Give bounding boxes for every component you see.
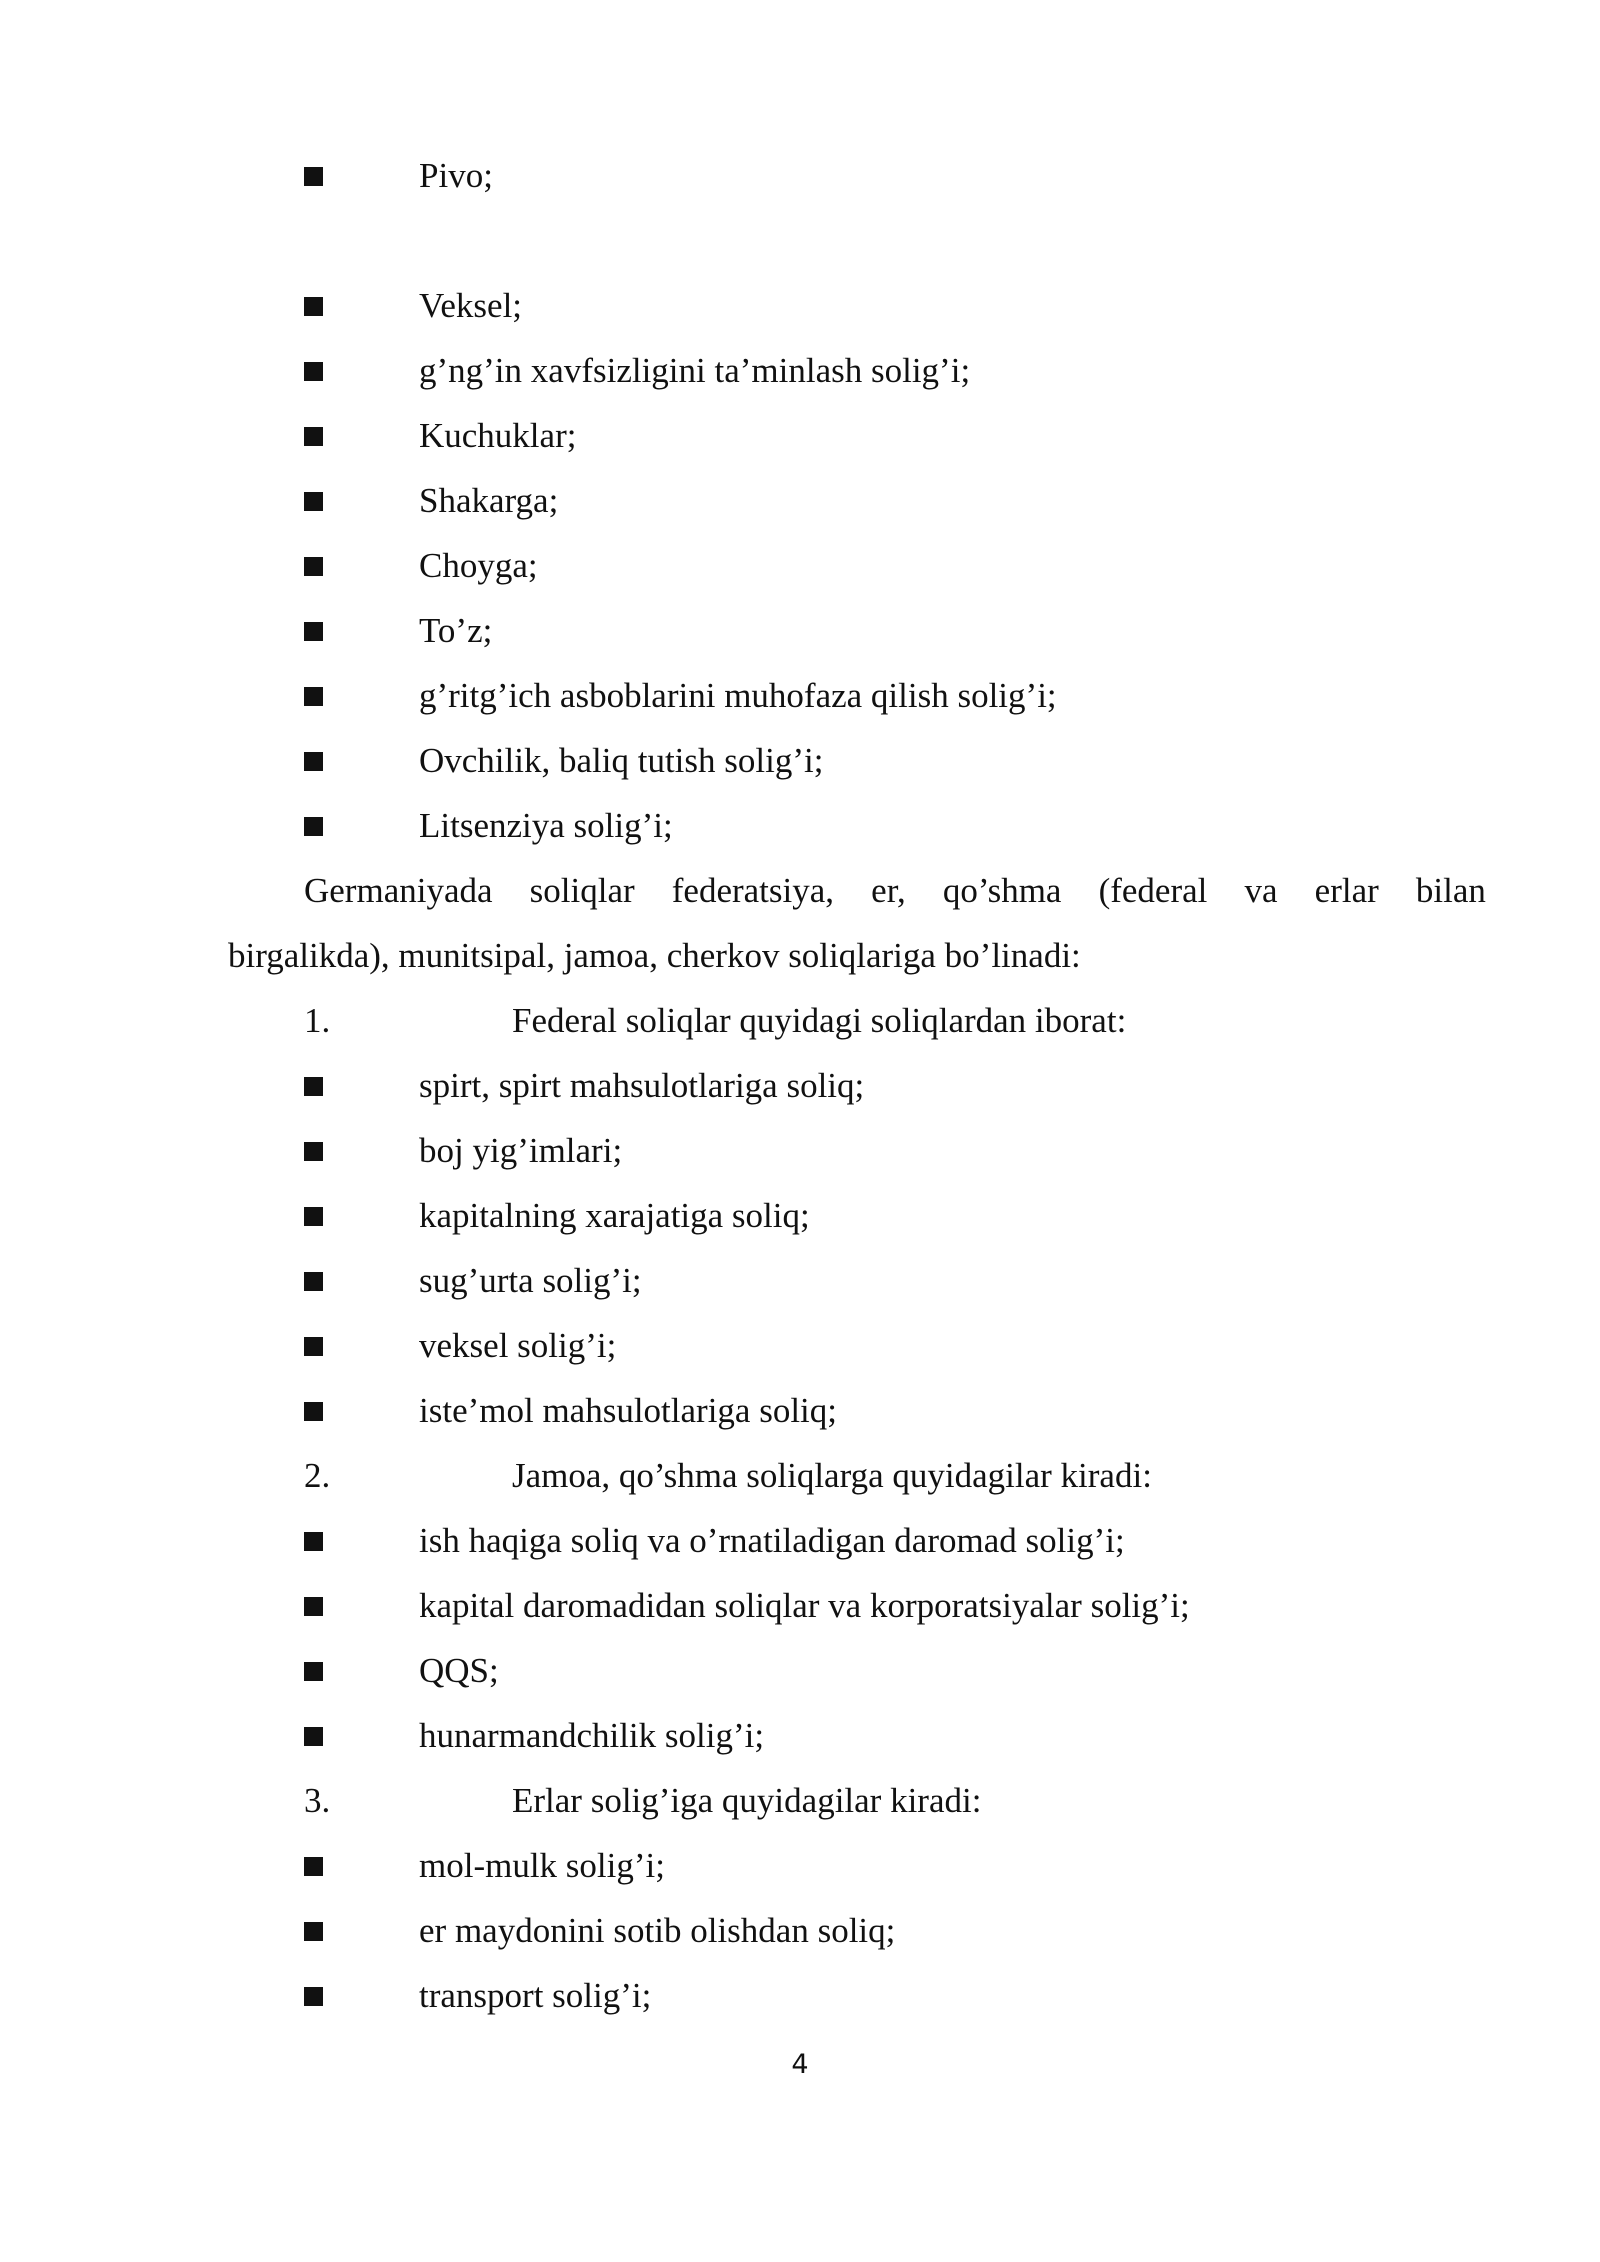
square-bullet-icon (304, 427, 323, 446)
paragraph-line-2: birgalikda), munitsipal, jamoa, cherkov soliqlariga bo’linadi: (228, 936, 1081, 975)
list-item-text: Choyga; (419, 546, 538, 585)
list-item-text: g’ng’in xavfsizligini ta’minlash solig’i; (419, 351, 971, 390)
list-item (0, 1118, 1600, 1183)
list-item (0, 1573, 1600, 1638)
square-bullet-icon (304, 752, 323, 771)
paragraph-line-1 (304, 858, 1486, 923)
square-bullet-icon (304, 167, 323, 186)
list-item-text: ish haqiga soliq va o’rnatiladigan daromad solig’i; (419, 1521, 1125, 1560)
list-item (0, 338, 1600, 403)
section-number: 1. (304, 1001, 331, 1040)
square-bullet-icon (304, 1857, 323, 1876)
list-item (0, 598, 1600, 663)
list-item (0, 663, 1600, 728)
list-item (0, 468, 1600, 533)
list-item (0, 403, 1600, 468)
list-item (0, 1963, 1600, 2028)
list-item (0, 143, 1600, 208)
square-bullet-icon (304, 1532, 323, 1551)
paragraph-word: federatsiya, (671, 871, 835, 910)
paragraph-word: erlar (1314, 871, 1379, 910)
list-item (0, 273, 1600, 338)
square-bullet-icon (304, 1077, 323, 1096)
list-item-text: To’z; (419, 611, 493, 650)
list-item-text: iste’mol mahsulotlariga soliq; (419, 1391, 838, 1430)
list-item-text: er maydonini sotib olishdan soliq; (419, 1911, 896, 1950)
list-item-text: g’ritg’ich asboblarini muhofaza qilish solig’i; (419, 676, 1057, 715)
square-bullet-icon (304, 817, 323, 836)
square-bullet-icon (304, 1597, 323, 1616)
paragraph-word: er, (871, 871, 906, 910)
list-item-text: spirt, spirt mahsulotlariga soliq; (419, 1066, 865, 1105)
section-heading: Jamoa, qo’shma soliqlarga quyidagilar kiradi: (512, 1456, 1152, 1495)
list-item (0, 1313, 1600, 1378)
page-number: 4 (791, 2049, 809, 2080)
list-item (0, 1053, 1600, 1118)
paragraph-word: (federal (1098, 871, 1208, 910)
square-bullet-icon (304, 622, 323, 641)
square-bullet-icon (304, 362, 323, 381)
list-item (0, 1248, 1600, 1313)
paragraph-word: Germaniyada (304, 871, 493, 910)
list-item (0, 1378, 1600, 1443)
square-bullet-icon (304, 297, 323, 316)
list-item-text: sug’urta solig’i; (419, 1261, 642, 1300)
square-bullet-icon (304, 1402, 323, 1421)
section-number: 2. (304, 1456, 331, 1495)
section-number: 3. (304, 1781, 331, 1820)
list-item (0, 1183, 1600, 1248)
list-item (0, 1703, 1600, 1768)
list-item (0, 793, 1600, 858)
list-item (0, 533, 1600, 598)
square-bullet-icon (304, 1987, 323, 2006)
list-item-text: QQS; (419, 1651, 499, 1690)
list-item-text: Pivo; (419, 156, 493, 195)
list-item (0, 1508, 1600, 1573)
list-item-text: kapital daromadidan soliqlar va korporatsiyalar solig’i; (419, 1586, 1190, 1625)
list-item-text: Ovchilik, baliq tutish solig’i; (419, 741, 824, 780)
paragraph-word: va (1244, 871, 1278, 910)
square-bullet-icon (304, 687, 323, 706)
numbered-heading (0, 1443, 1600, 1508)
square-bullet-icon (304, 1272, 323, 1291)
list-item (0, 728, 1600, 793)
list-item-text: Shakarga; (419, 481, 559, 520)
square-bullet-icon (304, 1142, 323, 1161)
paragraph-word: soliqlar (529, 871, 635, 910)
square-bullet-icon (304, 557, 323, 576)
list-item-text: Veksel; (419, 286, 523, 325)
section-heading: Federal soliqlar quyidagi soliqlardan iborat: (512, 1001, 1127, 1040)
list-item-text: mol-mulk solig’i; (419, 1846, 665, 1885)
list-item-text: kapitalning xarajatiga soliq; (419, 1196, 810, 1235)
square-bullet-icon (304, 492, 323, 511)
square-bullet-icon (304, 1727, 323, 1746)
list-item (0, 1638, 1600, 1703)
section-heading: Erlar solig’iga quyidagilar kiradi: (512, 1781, 982, 1820)
square-bullet-icon (304, 1207, 323, 1226)
paragraph-word: bilan (1415, 871, 1486, 910)
list-item-text: hunarmandchilik solig’i; (419, 1716, 765, 1755)
list-item-text: transport solig’i; (419, 1976, 652, 2015)
square-bullet-icon (304, 1337, 323, 1356)
list-item-text: boj yig’imlari; (419, 1131, 623, 1170)
numbered-heading (0, 988, 1600, 1053)
list-item-text: Kuchuklar; (419, 416, 577, 455)
numbered-heading (0, 1768, 1600, 1833)
list-item-text: Litsenziya solig’i; (419, 806, 673, 845)
paragraph-word: qo’shma (942, 871, 1062, 910)
list-item-text: veksel solig’i; (419, 1326, 617, 1365)
square-bullet-icon (304, 1662, 323, 1681)
square-bullet-icon (304, 1922, 323, 1941)
list-item (0, 1833, 1600, 1898)
list-item (0, 1898, 1600, 1963)
